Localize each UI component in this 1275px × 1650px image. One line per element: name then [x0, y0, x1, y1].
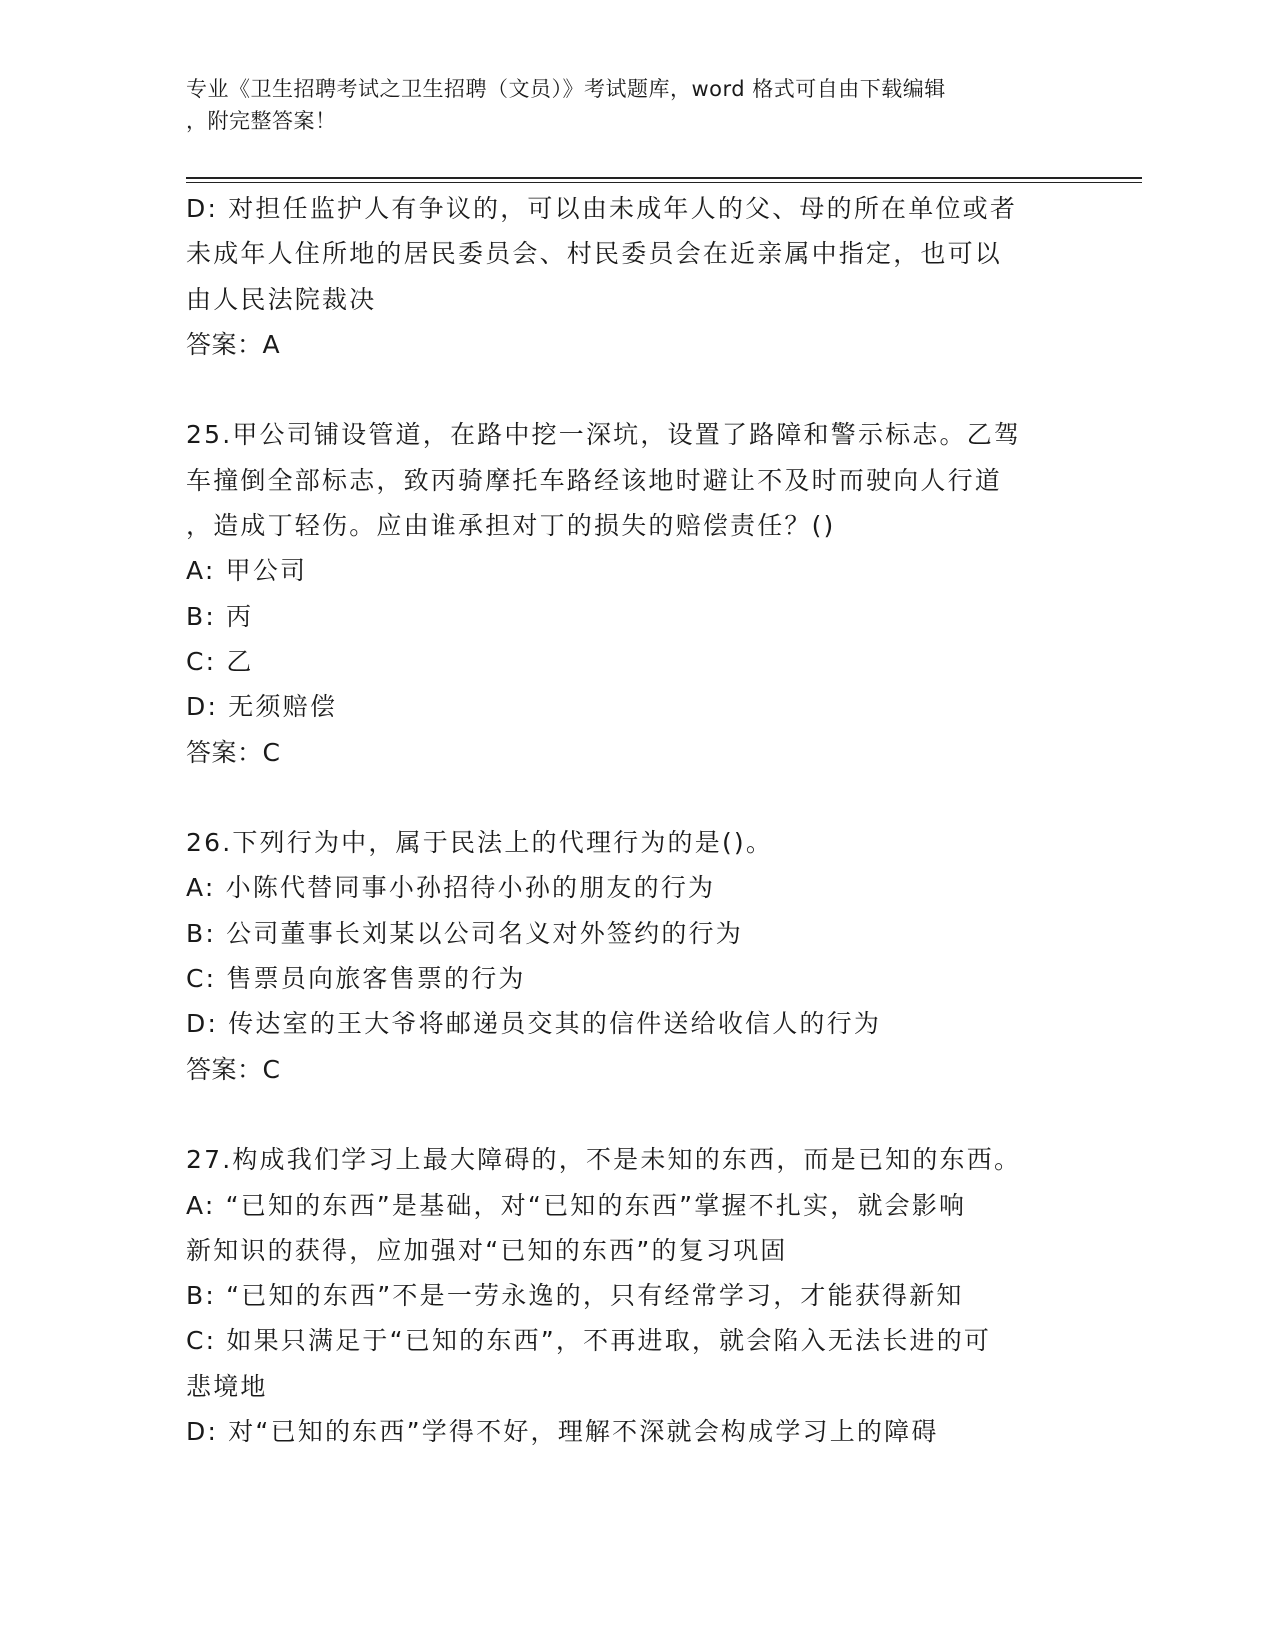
- question-stem-line: 26.下列行为中，属于民法上的代理行为的是()。: [186, 828, 774, 858]
- option-line: A: 小陈代替同事小孙招待小孙的朋友的行为: [186, 873, 716, 903]
- spacer: [186, 367, 1066, 412]
- option-line: B: 公司董事长刘某以公司名义对外签约的行为: [186, 918, 743, 948]
- option-line: B: 丙: [186, 601, 254, 631]
- header-line: 专业《卫生招聘考试之卫生招聘（文员）》考试题库，word 格式可自由下载编辑: [186, 77, 946, 101]
- option-line: D: 传达室的王大爷将邮递员交其的信件送给收信人的行为: [186, 1009, 882, 1039]
- document-header: [186, 73, 1066, 137]
- question-stem-line: 车撞倒全部标志，致丙骑摩托车路经该地时避让不及时而驶向人行道: [186, 465, 1003, 495]
- option-line: A: “已知的东西”是基础，对“已知的东西”掌握不扎实，就会影响: [186, 1190, 967, 1220]
- option-line: 未成年人住所地的居民委员会、村民委员会在近亲属中指定，也可以: [186, 239, 1003, 269]
- header-divider-thin: [186, 182, 1142, 183]
- option-line: D: 无须赔偿: [186, 692, 338, 722]
- answer-line: 答案：C: [186, 1054, 281, 1084]
- question-stem-line: 25.甲公司铺设管道，在路中挖一深坑，设置了路障和警示标志。乙驾: [186, 420, 1022, 450]
- header-divider-thick: [186, 177, 1142, 179]
- option-line: B: “已知的东西”不是一劳永逸的，只有经常学习，才能获得新知: [186, 1281, 964, 1311]
- option-line: C: 如果只满足于“已知的东西”，不再进取，就会陷入无法长进的可: [186, 1326, 992, 1356]
- answer-line: 答案：A: [186, 329, 281, 359]
- option-line: A: 甲公司: [186, 556, 308, 586]
- spacer: [186, 775, 1066, 820]
- option-line: D: 对“已知的东西”学得不好，理解不深就会构成学习上的障碍: [186, 1417, 939, 1447]
- option-line: C: 乙: [186, 646, 254, 676]
- option-line: 由人民法院裁决: [186, 284, 377, 314]
- question-content: [186, 186, 1066, 1454]
- option-line: 新知识的获得，应加强对“已知的东西”的复习巩固: [186, 1235, 788, 1265]
- option-line: C: 售票员向旅客售票的行为: [186, 964, 526, 994]
- option-line: D: 对担任监护人有争议的，可以由未成年人的父、母的所在单位或者: [186, 194, 1018, 223]
- spacer: [186, 1092, 1066, 1137]
- option-line: 悲境地: [186, 1371, 268, 1401]
- question-stem-line: 27.构成我们学习上最大障碍的，不是未知的东西，而是已知的东西。: [186, 1145, 1022, 1175]
- question-stem-line: ，造成丁轻伤。应由谁承担对丁的损失的赔偿责任？(): [186, 511, 836, 541]
- answer-line: 答案：C: [186, 737, 281, 767]
- header-line: ，附完整答案！: [186, 109, 337, 133]
